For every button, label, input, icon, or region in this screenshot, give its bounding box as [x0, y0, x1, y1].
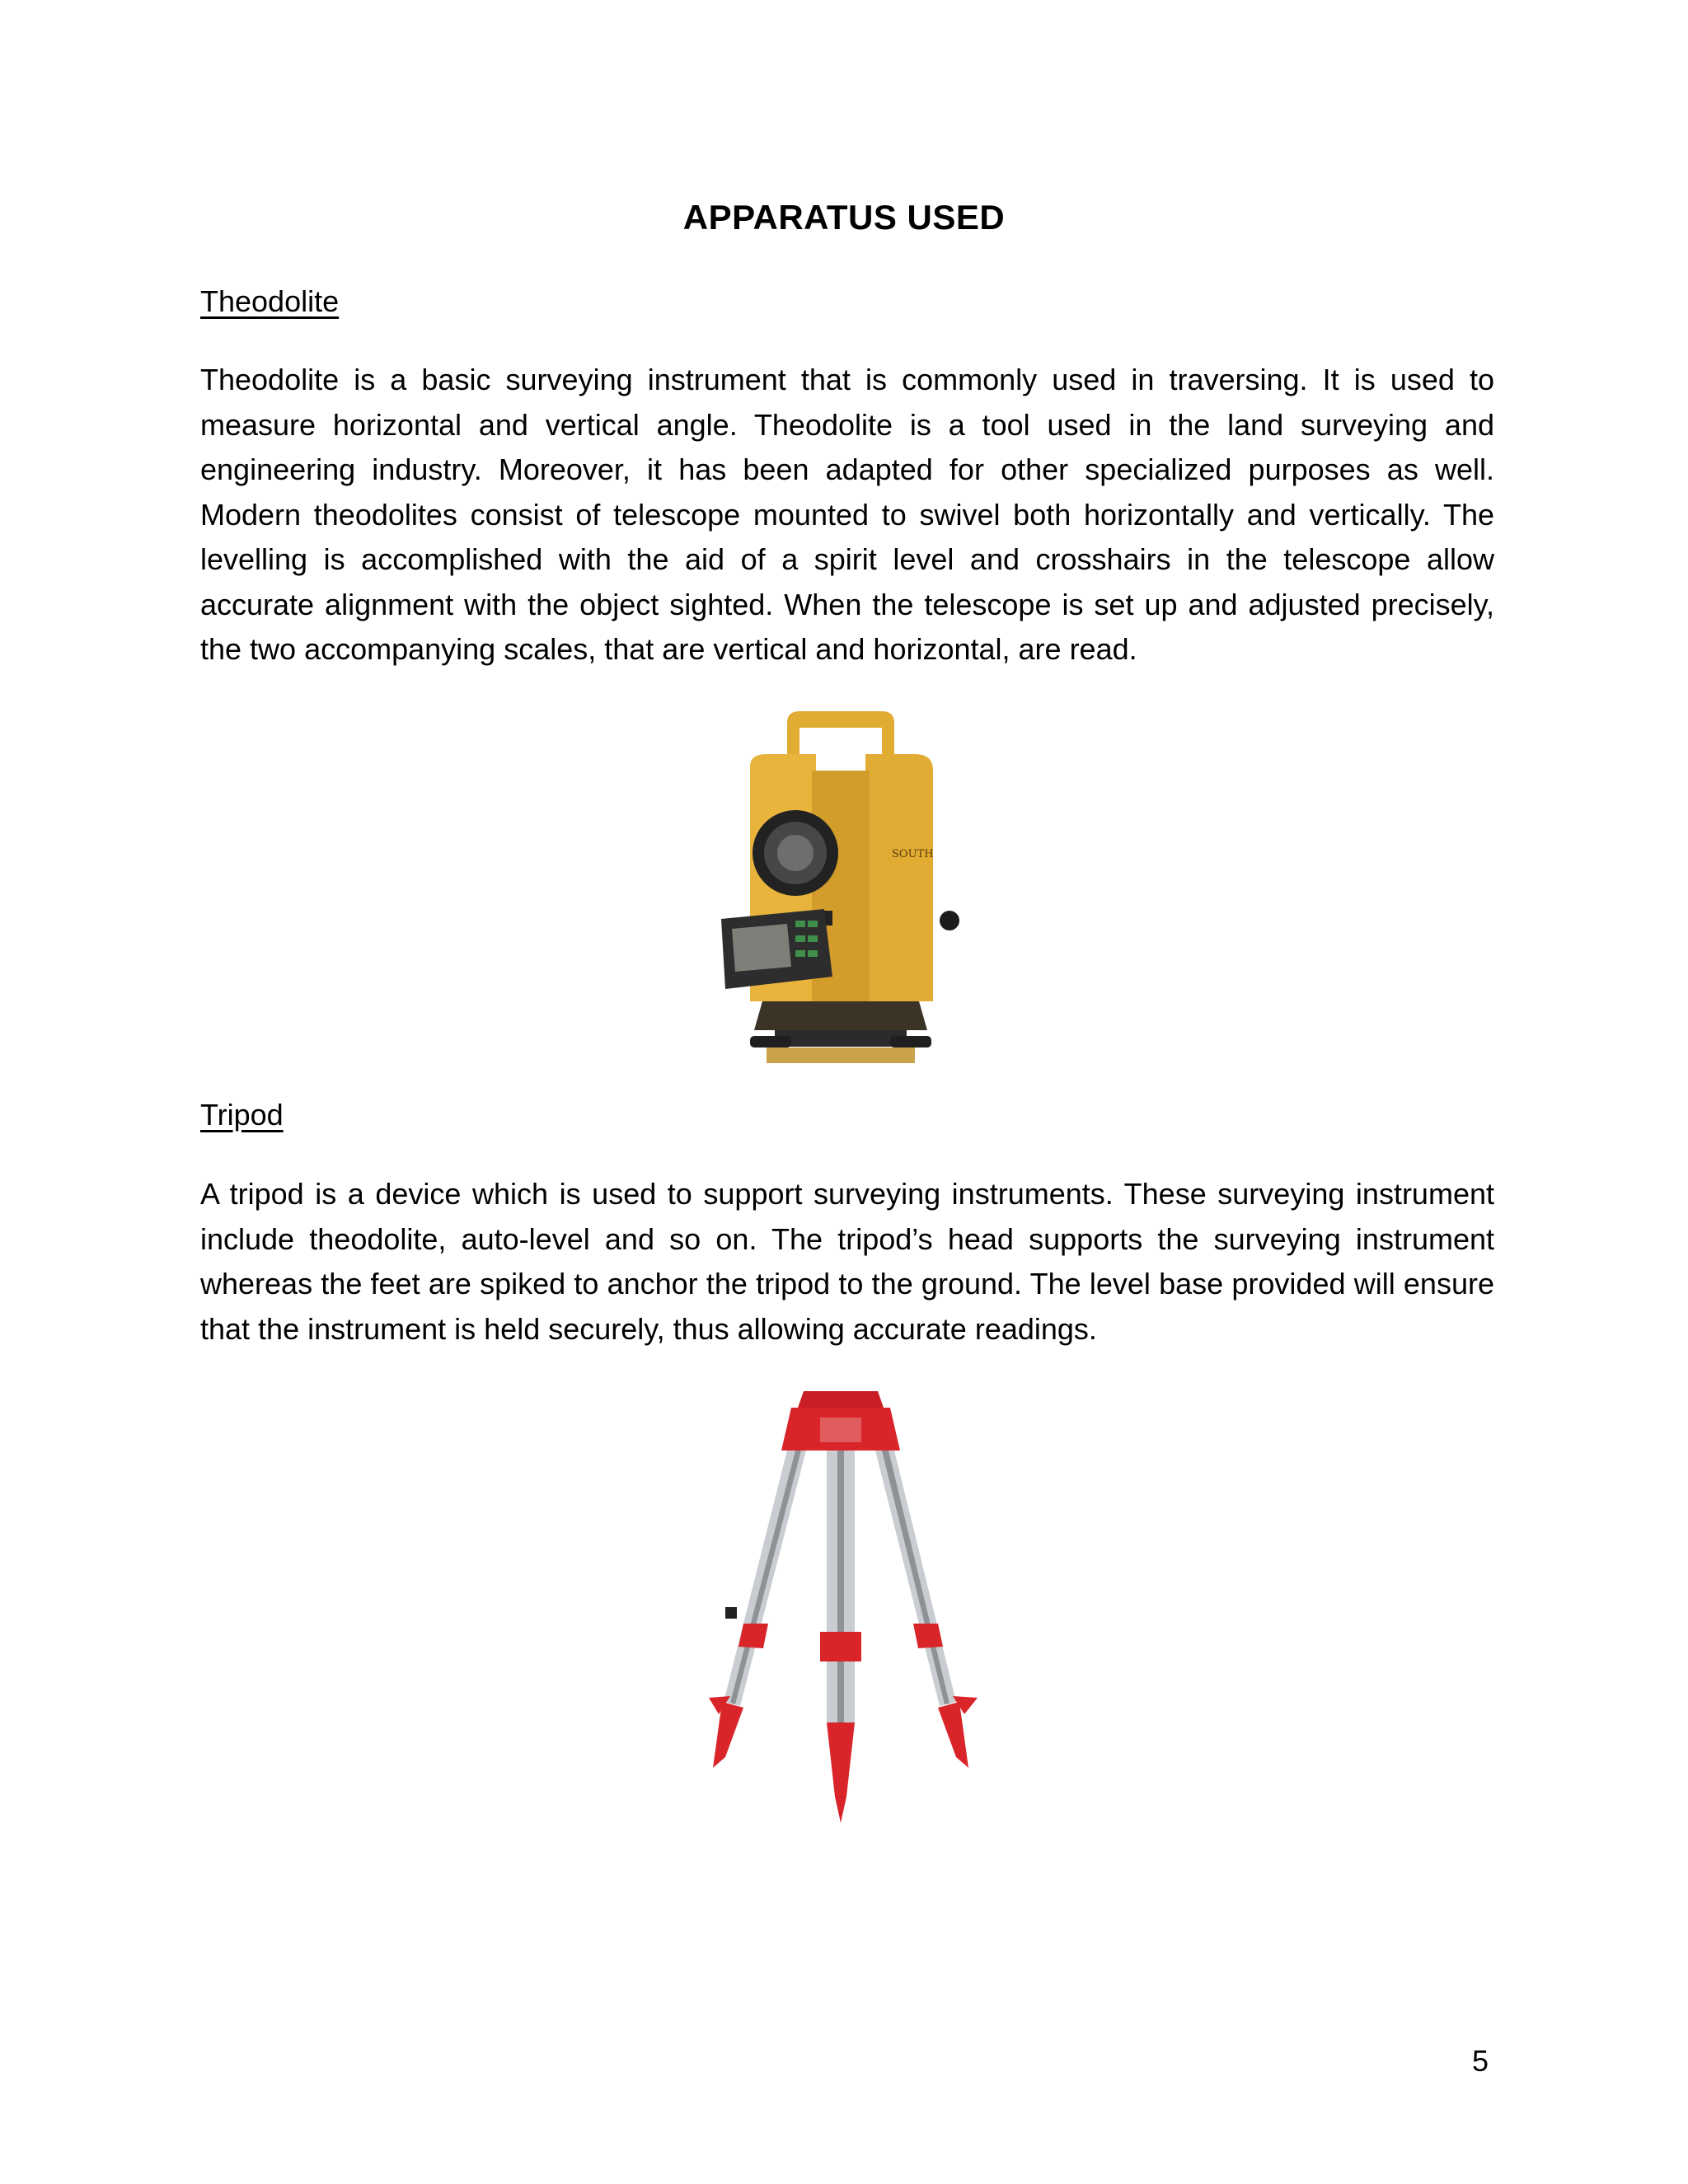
- section-heading-theodolite: Theodolite: [200, 284, 340, 318]
- theodolite-image: [717, 705, 964, 1063]
- section-heading-tripod: Tripod: [200, 1098, 284, 1132]
- page-number: 5: [1472, 2044, 1489, 2078]
- theodolite-paragraph: Theodolite is a basic surveying instrument that is commonly used in traversing. It is used to measure horizontal and vertical angle. Theodolite is a tool used in the land surveying and engineering industry. Moreover, it has been adapted for other specialized purposes as well. Modern theodolites consist of telescope mounted to swivel both horizontally and vertically. The levelling is accomplished with the aid of a spirit level and crosshairs in the telescope allow accurate alignment with the object sighted. When the telescope is set up and adjusted precisely, the two accompanying scales, that are vertical and horizontal, are read.: [200, 363, 1494, 666]
- theodolite-brand-label: SOUTH: [892, 848, 934, 860]
- tripod-paragraph: A tripod is a device which is used to support surveying instruments. These surveying instrument include theodolite, auto-level and so on. The tripod’s head supports the surveying instrument whereas the feet are spiked to anchor the tripod to the ground. The level base provided will ensure that the instrument is held securely, thus allowing accurate readings.: [200, 1177, 1494, 1346]
- page-title: APPARATUS USED: [682, 198, 1006, 237]
- tripod-image: [692, 1385, 989, 1830]
